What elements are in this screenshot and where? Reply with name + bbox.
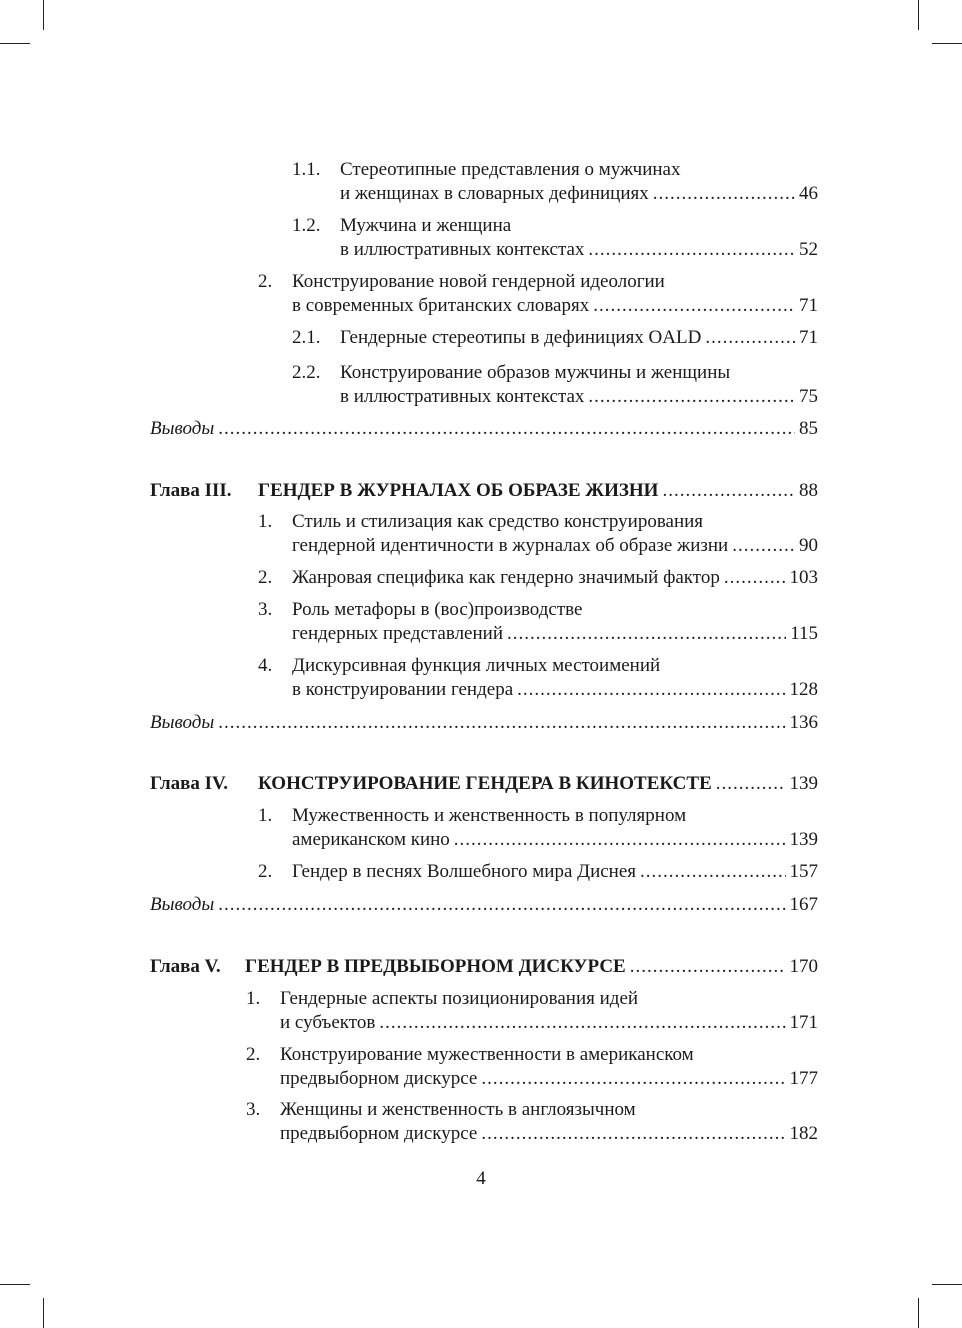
- entry-title-line1: Конструирование образов мужчины и женщины: [340, 362, 731, 383]
- leader-dots: [588, 385, 795, 409]
- entry-page: 167: [789, 894, 818, 915]
- entry-title-line2: в современных британских словарях: [292, 295, 590, 316]
- entry-number: 2.2.: [292, 362, 321, 383]
- leader-dots: [481, 1122, 785, 1146]
- entry-page: 75: [799, 386, 818, 407]
- toc-entry-5-1[interactable]: [246, 987, 818, 1037]
- entry-page: 115: [790, 623, 818, 644]
- toc-entry-3-2[interactable]: [258, 566, 818, 592]
- entry-title-line1: Конструирование мужественности в американском: [280, 1044, 694, 1065]
- entry-number: 1.: [246, 988, 261, 1009]
- toc-entry-1-1[interactable]: [292, 158, 818, 208]
- entry-title-line1: Стиль и стилизация как средство конструирования: [292, 511, 704, 532]
- entry-page: 88: [799, 480, 818, 501]
- toc-conclusions-ch4[interactable]: [150, 893, 818, 919]
- chapter-label: Глава III.: [150, 480, 232, 501]
- entry-number: 2.: [258, 271, 273, 292]
- toc-chapter-4[interactable]: [150, 772, 818, 798]
- leader-dots: [218, 711, 785, 735]
- chapter-title: КОНСТРУИРОВАНИЕ ГЕНДЕРА В КИНОТЕКСТЕ: [258, 773, 712, 794]
- entry-title: Гендер в песнях Волшебного мира Диснея: [292, 861, 637, 882]
- leader-dots: [732, 534, 795, 558]
- leader-dots: [705, 326, 795, 350]
- entry-page: 157: [789, 861, 818, 882]
- toc-entry-1-2[interactable]: [292, 214, 818, 264]
- toc-conclusions-ch2[interactable]: [150, 417, 818, 443]
- leader-dots: [218, 417, 795, 441]
- entry-title-line2: гендерной идентичности в журналах об образе жизни: [292, 535, 729, 556]
- entry-page: 71: [799, 327, 818, 348]
- entry-number: 2.: [246, 1044, 261, 1065]
- leader-dots: [218, 893, 785, 917]
- entry-page: 182: [789, 1123, 818, 1144]
- entry-title-line1: Конструирование новой гендерной идеологии: [292, 271, 665, 292]
- toc-entry-3-3[interactable]: [258, 598, 818, 648]
- toc-entry-2[interactable]: [258, 270, 818, 320]
- entry-title-line2: американском кино: [292, 829, 450, 850]
- conclusions-label: Выводы: [150, 894, 215, 915]
- entry-title-line1: Мужчина и женщина: [340, 215, 512, 236]
- entry-page: 103: [789, 567, 818, 588]
- toc-entry-3-1[interactable]: [258, 510, 818, 560]
- toc-entry-3-4[interactable]: [258, 654, 818, 704]
- leader-dots: [507, 622, 786, 646]
- leader-dots: [481, 1067, 785, 1091]
- chapter-title: ГЕНДЕР В ЖУРНАЛАХ ОБ ОБРАЗЕ ЖИЗНИ: [258, 480, 659, 501]
- leader-dots: [662, 479, 795, 503]
- entry-number: 3.: [246, 1099, 261, 1120]
- entry-title-line2: и субъектов: [280, 1012, 376, 1033]
- conclusions-label: Выводы: [150, 712, 215, 733]
- toc-chapter-3[interactable]: [150, 479, 818, 505]
- entry-number: 2.: [258, 567, 273, 588]
- entry-title-line1: Женщины и женственность в англоязычном: [280, 1099, 636, 1120]
- entry-number: 1.2.: [292, 215, 321, 236]
- leader-dots: [630, 955, 786, 979]
- entry-page: 139: [789, 829, 818, 850]
- entry-title-line1: Стереотипные представления о мужчинах: [340, 159, 681, 180]
- entry-title-line1: Гендерные аспекты позиционирования идей: [280, 988, 639, 1009]
- entry-number: 1.: [258, 805, 273, 826]
- toc-entry-4-1[interactable]: [258, 804, 818, 854]
- leader-dots: [716, 772, 786, 796]
- entry-page: 52: [799, 239, 818, 260]
- entry-title-line2: гендерных представлений: [292, 623, 503, 644]
- entry-title-line1: Мужественность и женственность в популярном: [292, 805, 687, 826]
- toc-entry-2-1[interactable]: [292, 326, 818, 352]
- entry-title: Жанровая специфика как гендерно значимый фактор: [292, 567, 720, 588]
- entry-number: 2.: [258, 861, 273, 882]
- entry-title-line1: Дискурсивная функция личных местоимений: [292, 655, 661, 676]
- entry-title: Гендерные стереотипы в дефинициях OALD: [340, 327, 702, 348]
- entry-number: 1.: [258, 511, 273, 532]
- leader-dots: [454, 828, 786, 852]
- entry-page: 71: [799, 295, 818, 316]
- entry-title-line1: Роль метафоры в (вос)производстве: [292, 599, 583, 620]
- entry-number: 4.: [258, 655, 273, 676]
- entry-title-line2: в иллюстративных контекстах: [340, 239, 585, 260]
- entry-page: 136: [789, 712, 818, 733]
- toc-entry-5-3[interactable]: [246, 1098, 818, 1148]
- entry-title-line2: и женщинах в словарных дефинициях: [340, 183, 649, 204]
- leader-dots: [593, 294, 795, 318]
- entry-page: 85: [799, 418, 818, 439]
- toc-entry-5-2[interactable]: [246, 1043, 818, 1093]
- toc-conclusions-ch3[interactable]: [150, 711, 818, 737]
- chapter-label: Глава IV.: [150, 773, 229, 794]
- toc-chapter-5[interactable]: [150, 955, 818, 981]
- entry-number: 2.1.: [292, 327, 321, 348]
- toc-entry-4-2[interactable]: [258, 860, 818, 886]
- page-number: 4: [476, 1168, 486, 1189]
- entry-title-line2: в иллюстративных контекстах: [340, 386, 585, 407]
- entry-page: 128: [789, 679, 818, 700]
- entry-number: 1.1.: [292, 159, 321, 180]
- entry-title-line2: предвыборном дискурсе: [280, 1123, 478, 1144]
- chapter-label: Глава V.: [150, 956, 221, 977]
- entry-page: 170: [789, 956, 818, 977]
- chapter-title: ГЕНДЕР В ПРЕДВЫБОРНОМ ДИСКУРСЕ: [245, 956, 626, 977]
- conclusions-label: Выводы: [150, 418, 215, 439]
- leader-dots: [379, 1011, 785, 1035]
- leader-dots: [724, 566, 786, 590]
- leader-dots: [588, 238, 795, 262]
- leader-dots: [640, 860, 785, 884]
- leader-dots: [653, 182, 795, 206]
- entry-title-line2: предвыборном дискурсе: [280, 1068, 478, 1089]
- entry-page: 46: [799, 183, 818, 204]
- toc-entry-2-2[interactable]: [292, 361, 818, 411]
- entry-title-line2: в конструировании гендера: [292, 679, 514, 700]
- entry-page: 171: [789, 1012, 818, 1033]
- leader-dots: [517, 678, 785, 702]
- entry-number: 3.: [258, 599, 273, 620]
- entry-page: 177: [789, 1068, 818, 1089]
- entry-page: 90: [799, 535, 818, 556]
- entry-page: 139: [789, 773, 818, 794]
